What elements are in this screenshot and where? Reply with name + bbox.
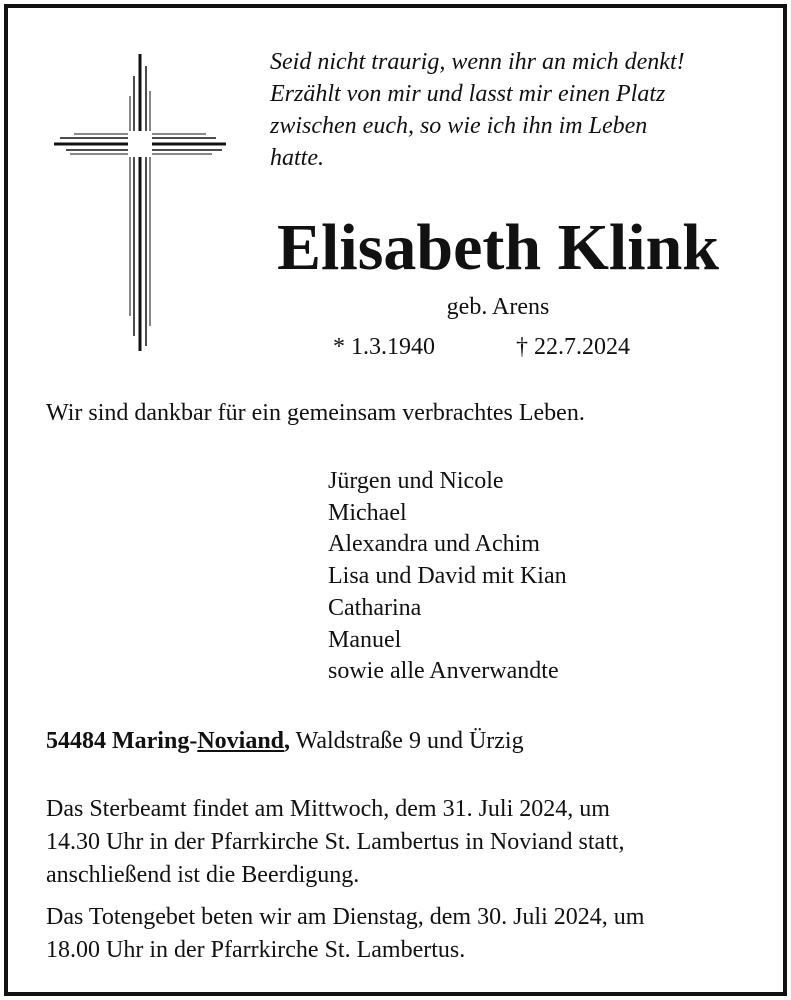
mourner: Alexandra und Achim [328,531,540,558]
mourner: Manuel [328,626,402,653]
requiem-notice [46,793,625,892]
gratitude-text: Wir sind dankbar für ein gemeinsam verbrachtes Leben. [46,400,585,426]
address-comma: , [284,728,291,754]
requiem-line: 14.30 Uhr in der Pfarrkirche St. Lambertus in Noviand statt, [46,829,625,855]
poem [270,46,780,174]
address-postcode-town: 54484 Maring- [46,728,198,754]
address-street: Waldstraße 9 und Ürzig [290,728,524,754]
mourner: Catharina [328,594,422,621]
address [46,726,524,756]
mourners-list [328,466,567,688]
deceased-name: Elisabeth Klink [277,211,719,284]
mourner: Lisa und David mit Kian [328,563,567,590]
address-district: Noviand [197,728,285,754]
poem-line: Erzählt von mir und lasst mir einen Platz [270,81,666,107]
poem-line: zwischen euch, so wie ich ihn im Leben [270,113,648,139]
mourner: Michael [328,499,407,526]
poem-line: Seid nicht traurig, wenn ihr an mich denkt! [270,49,685,75]
requiem-line: Das Sterbeamt findet am Mittwoch, dem 31. Juli 2024, um [46,796,610,822]
prayer-notice [46,901,644,967]
mourner: sowie alle Anverwandte [328,658,559,685]
born-name: geb. Arens [446,294,550,320]
mourner: Jürgen und Nicole [328,468,504,494]
poem-line: hatte. [270,145,324,171]
prayer-line: 18.00 Uhr in der Pfarrkirche St. Lambertus. [46,937,466,963]
cross-icon [46,46,226,356]
prayer-line: Das Totengebet beten wir am Dienstag, dem 30. Juli 2024, um [46,904,645,930]
requiem-line: anschließend ist die Beerdigung. [46,862,360,888]
death-date: † 22.7.2024 [516,334,630,360]
obituary-frame [4,4,787,996]
birth-date: * 1.3.1940 [333,334,435,360]
